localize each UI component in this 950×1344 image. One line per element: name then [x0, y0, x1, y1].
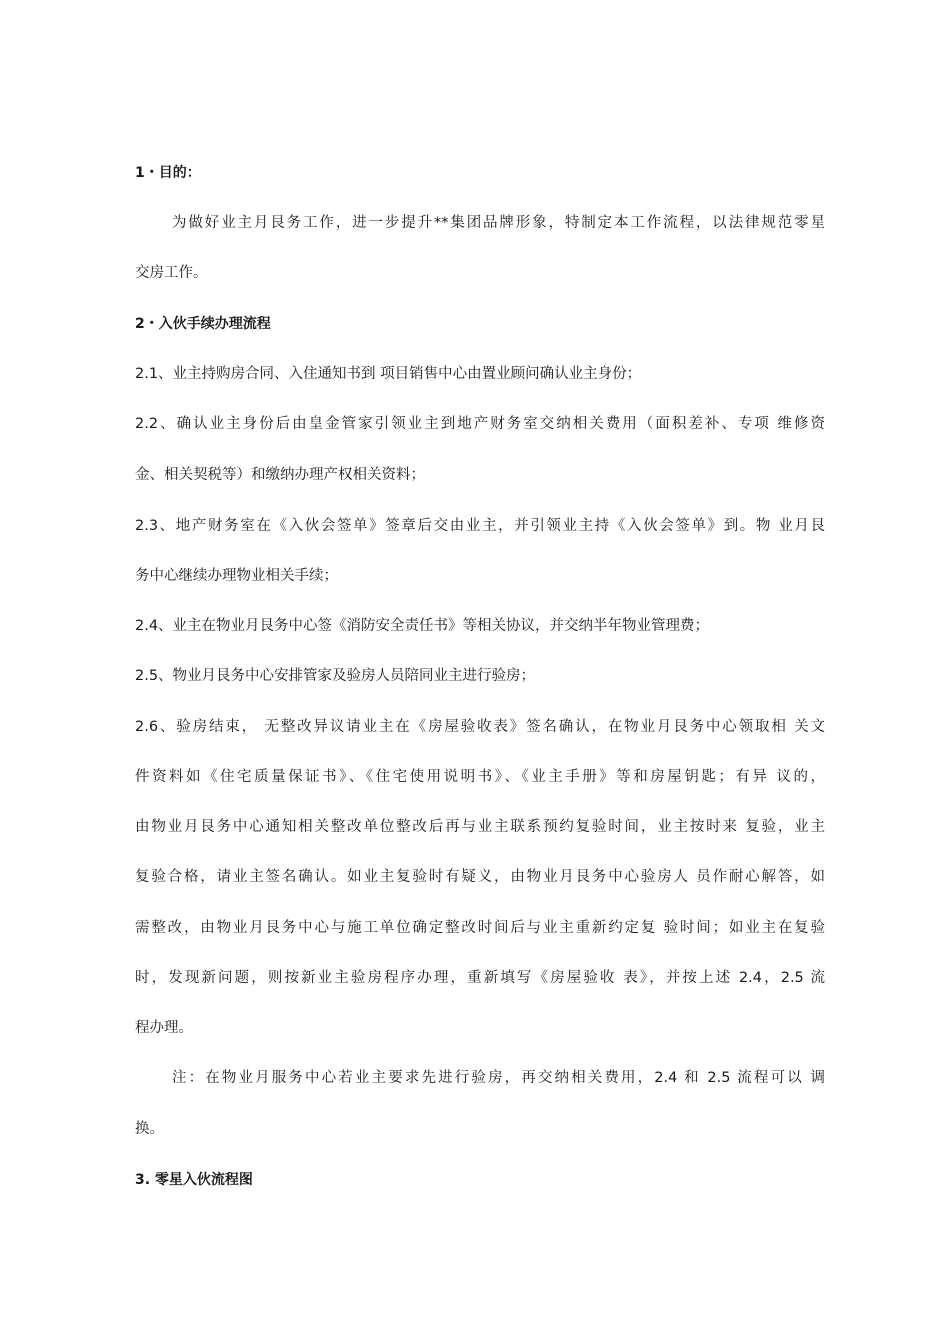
step-2-6-line-5: 需整改，由物业月艮务中心与施工单位确定整改时间后与业主重新约定复 验时间；如业主在复验 — [135, 920, 825, 936]
step-2-3-line-2: 务中心继续办理物业相关手续； — [135, 568, 338, 584]
section-1-paragraph-line-2: 交房工作。 — [135, 265, 208, 281]
section-3-heading: 3. 零星入伙流程图 — [135, 1172, 253, 1188]
section-1-paragraph-line-1: 为做好业主月艮务工作，进一步提升**集团品牌形象，特制定本工作流程，以法律规范零星 — [172, 215, 825, 231]
note-line-1: 注：在物业月服务中心若业主要求先进行验房，再交纳相关费用，2.4 和 2.5 流程可以 调 — [172, 1070, 825, 1086]
step-2-5: 2.5、物业月艮务中心安排管家及验房人员陪同业主进行验房； — [135, 668, 536, 684]
section-2-heading: 2・入伙手续办理流程 — [135, 316, 271, 332]
step-2-6-line-1: 2.6、验房结束， 无整改异议请业主在《房屋验收表》签名确认，在物业月艮务中心领取相 关文 — [135, 719, 825, 735]
step-2-6-line-6: 时，发现新问题，则按新业主验房程序办理，重新填写《房屋验收 表》，并按上述 2.4，2.5 流 — [135, 970, 825, 986]
step-2-6-line-2: 件资料如《住宅质量保证书》、《住宅使用说明书》、《业主手册》等和房屋钥匙；有异 议的， — [135, 769, 825, 785]
step-2-3-line-1: 2.3、地产财务室在《入伙会签单》签章后交由业主，并引领业主持《入伙会签单》到。物 业月艮 — [135, 518, 825, 534]
note-line-2: 换。 — [135, 1121, 164, 1137]
step-2-2-line-2: 金、相关契税等）和缴纳办理产权相关资料； — [135, 467, 425, 483]
step-2-4: 2.4、业主在物业月艮务中心签《消防安全责任书》等相关协议，并交纳半年物业管理费； — [135, 618, 710, 634]
step-2-1: 2.1、业主持购房合同、入住通知书到 项目销售中心由置业顾问确认业主身份； — [135, 366, 642, 382]
step-2-6-line-7: 程办理。 — [135, 1020, 193, 1036]
step-2-6-line-4: 复验合格，请业主签名确认。如业主复验时有疑义，由物业月艮务中心验房人 员作耐心解答，如 — [135, 869, 825, 885]
step-2-2-line-1: 2.2、确认业主身份后由皇金管家引领业主到地产财务室交纳相关费用（面积差补、专项 维修资 — [135, 416, 825, 432]
step-2-6-line-3: 由物业月艮务中心通知相关整改单位整改后再与业主联系预约复验时间，业主按时来 复验，业主 — [135, 819, 825, 835]
section-1-heading: 1・目的： — [135, 165, 201, 181]
